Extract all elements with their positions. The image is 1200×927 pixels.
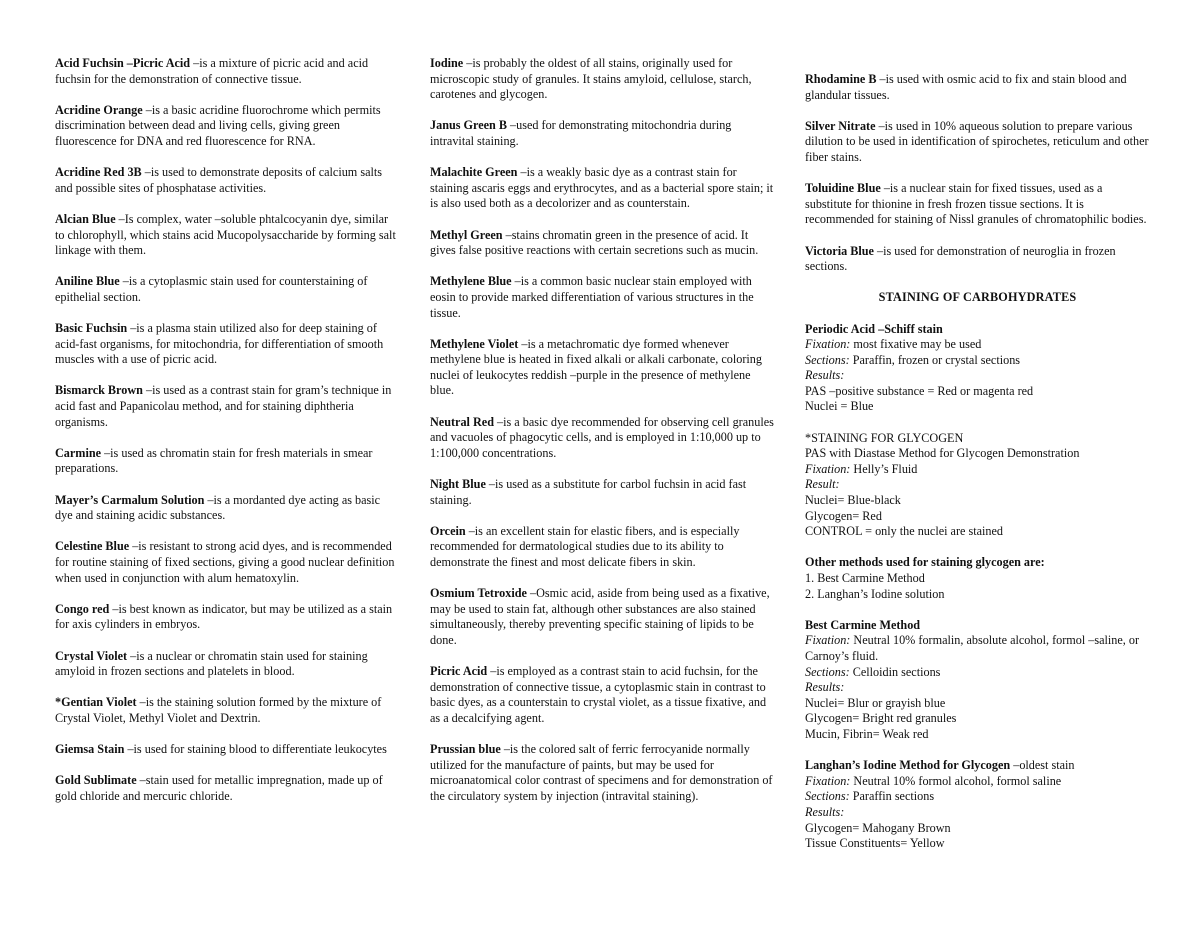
stain-entry (430, 274, 775, 321)
stain-description: –is used as a substitute for carbol fuchsin in acid fast staining. (430, 477, 747, 507)
stain-entry (55, 103, 397, 150)
stain-term: Bismarck Brown (55, 383, 143, 398)
fixation-value: Neutral 10% formol alcohol, formol saline (850, 773, 1062, 788)
column-left (55, 56, 397, 820)
fixation-line (805, 462, 1150, 478)
stain-term: Iodine (430, 56, 464, 70)
result-line: Glycogen= Mahogany Brown (805, 820, 951, 835)
pas-stain-block (805, 322, 1150, 416)
stain-entry (55, 165, 397, 196)
fixation-line (805, 633, 1150, 664)
results-label: Results: (805, 680, 845, 695)
stain-term: Gold Sublimate (55, 773, 137, 788)
stain-term: Silver Nitrate (805, 118, 876, 133)
stain-entry (55, 742, 397, 758)
method-title: Periodic Acid –Schiff stain (805, 321, 943, 336)
stain-entry (430, 742, 775, 804)
stain-entry (55, 321, 397, 368)
stain-description: –is used for demonstration of neuroglia in frozen sections. (805, 243, 1116, 274)
fixation-value: Helly’s Fluid (850, 461, 918, 476)
stain-entry (430, 415, 775, 462)
results-label: Results: (805, 368, 845, 383)
other-methods-block (805, 555, 1150, 602)
stain-description: –is a plasma stain utilized also for deep staining of acid-fast organisms, for mitochondria, for differentiation of smooth muscles with a use of picric acid. (55, 321, 384, 367)
fixation-line (805, 774, 1150, 790)
column-right (805, 72, 1150, 867)
stain-description: –is a metachromatic dye formed whenever methylene blue is heated in fixed alkali or alkali carbonate, coloring nuclei of leukocytes reddish –purple in the presence of methylene blue. (430, 336, 762, 398)
stain-entry (430, 586, 775, 648)
stain-term: Acridine Red 3B (55, 165, 142, 180)
stain-term: Acid Fuchsin –Picric Acid (55, 56, 191, 70)
stain-term: Acridine Orange (55, 102, 143, 117)
stain-term: Basic Fuchsin (55, 321, 128, 336)
stain-description: –is used for staining blood to differentiate leukocytes (124, 742, 387, 757)
stain-entry (805, 119, 1150, 166)
stain-term: Methylene Blue (430, 274, 512, 289)
sections-line (805, 665, 1150, 681)
stain-term: Aniline Blue (55, 274, 120, 289)
stain-term: Mayer’s Carmalum Solution (55, 492, 205, 507)
stain-term: Crystal Violet (55, 648, 128, 663)
stain-entry (55, 446, 397, 477)
stain-term: Methyl Green (430, 227, 503, 242)
sections-label: Sections: (805, 789, 850, 804)
stain-term: Night Blue (430, 477, 486, 492)
stain-description: –stain used for metallic impregnation, made up of gold chloride and mercuric chloride. (55, 773, 383, 803)
method-title: Langhan’s Iodine Method for Glycogen (805, 758, 1011, 773)
result-line: Nuclei= Blur or grayish blue (805, 695, 946, 710)
sections-value: Paraffin sections (849, 789, 935, 804)
stain-description: –is a nuclear or chromatin stain used for staining amyloid in frozen sections and platelets in blood. (55, 648, 368, 679)
stain-entry (55, 212, 397, 259)
stain-description: –is a common basic nuclear stain employed with eosin to provide marked differentiation of various structures in the tissue. (430, 274, 754, 320)
stain-term: Prussian blue (430, 742, 501, 757)
stain-term: Malachite Green (430, 165, 518, 180)
sections-line (805, 353, 1150, 369)
result-line: Tissue Constituents= Yellow (805, 836, 945, 851)
fixation-label: Fixation: (805, 461, 851, 476)
stain-entry (430, 477, 775, 508)
stain-description: –is resistant to strong acid dyes, and is recommended for routine staining of fixed sections, giving a good nuclear definition when used in conjunction with alum hematoxylin. (55, 539, 395, 585)
fixation-line (805, 337, 1150, 353)
stain-term: Victoria Blue (805, 243, 874, 258)
method-title: Best Carmine Method (805, 617, 921, 632)
stain-description: –is best known as indicator, but may be utilized as a stain for axis cylinders in embryos. (55, 601, 393, 632)
result-line: CONTROL = only the nuclei are stained (805, 524, 1003, 539)
stain-term: Methylene Violet (430, 336, 519, 351)
stain-term: Celestine Blue (55, 539, 130, 554)
stain-entry (55, 695, 397, 726)
stain-description: –is a cytoplasmic stain used for counterstaining of epithelial section. (55, 274, 368, 304)
glycogen-block (805, 431, 1150, 540)
stain-entry (430, 165, 775, 212)
stain-entry (805, 244, 1150, 275)
stain-term: Neutral Red (430, 414, 494, 429)
stain-entry (430, 118, 775, 149)
stain-description: –is a nuclear stain for fixed tissues, used as a substitute for thionine in fresh frozen tissue sections. It is recommended for staining of Nissl granules of chromatophilic bodies. (805, 181, 1147, 227)
result-line: Nuclei= Blue-black (805, 493, 901, 508)
stain-entry (55, 773, 397, 804)
stain-description: –Osmic acid, aside from being used as a fixative, may be used to stain fat, although other substances are also stained simultaneously, thereby preventing specific staining of lipids to be done. (430, 586, 770, 647)
stain-entry (805, 72, 1150, 103)
stain-entry (55, 649, 397, 680)
stain-entry (430, 228, 775, 259)
stain-description: –is used as a contrast stain for gram’s technique in acid fast and Papanicolau method, and for staining diphtheria organisms. (55, 383, 392, 429)
stain-term: Picric Acid (430, 664, 488, 679)
stain-description: –stains chromatin green in the presence of acid. It gives false positive reactions with certain secretions such as mucin. (430, 227, 759, 258)
stain-description: –is an excellent stain for elastic fibers, and is especially recommended for dermatological studies due to its ability to demonstrate the finest and most delicate fibers in skin. (430, 523, 740, 569)
result-line: Nuclei = Blue (805, 399, 874, 414)
stain-term: Orcein (430, 523, 466, 538)
fixation-value: most fixative may be used (850, 337, 982, 352)
stain-description: –is probably the oldest of all stains, originally used for microscopic study of granules. It stains amyloid, cellulose, starch, carotenes and glycogen. (430, 56, 752, 102)
stain-entry (55, 56, 397, 87)
stain-description: –is a mordanted dye acting as basic dye and staining acidic substances. (55, 492, 381, 523)
result-line: Glycogen= Red (805, 508, 882, 523)
stain-term: Congo red (55, 601, 110, 616)
stain-entry (430, 56, 775, 103)
stain-term: Osmium Tetroxide (430, 586, 527, 601)
stain-description: –is a weakly basic dye as a contrast stain for staining ascaris eggs and erythrocytes, and as a bacterial spore stain; it is also used both as a decolorizer and as counterstain. (430, 165, 774, 211)
stain-description: –is used in 10% aqueous solution to prepare various dilution to be used in identification of spirochetes, reticulum and other fiber stains. (805, 118, 1149, 164)
sections-label: Sections: (805, 352, 850, 367)
column-middle (430, 56, 775, 820)
method-title-tail: –oldest stain (1010, 758, 1075, 773)
sections-value: Celloidin sections (849, 664, 941, 679)
stain-description: –is employed as a contrast stain to acid fuchsin, for the demonstration of connective tissue, a cytoplasmic stain in contrast to basic dyes, as a counterstain to crystal violet, as a tissue fixative, and as a decalcifying agent. (430, 664, 767, 725)
sections-value: Paraffin, frozen or crystal sections (849, 352, 1021, 367)
fixation-label: Fixation: (805, 337, 851, 352)
stain-term: Alcian Blue (55, 211, 116, 226)
result-line: PAS –positive substance = Red or magenta red (805, 383, 1034, 398)
sections-label: Sections: (805, 664, 850, 679)
stain-entry (55, 539, 397, 586)
stain-term: Giemsa Stain (55, 742, 125, 757)
glycogen-heading: *STAINING FOR GLYCOGEN (805, 430, 964, 445)
stain-term: Toluidine Blue (805, 181, 881, 196)
stain-term: Janus Green B (430, 118, 507, 133)
best-carmine-block (805, 618, 1150, 743)
stain-term: Carmine (55, 445, 102, 460)
fixation-label: Fixation: (805, 773, 851, 788)
stain-entry (430, 337, 775, 399)
stain-term: Rhodamine B (805, 72, 877, 86)
result-line: Glycogen= Bright red granules (805, 711, 957, 726)
sections-line (805, 789, 1150, 805)
stain-description: –is a basic acridine fluorochrome which permits discrimination between dead and living cells, giving green fluorescence for DNA and red fluorescence for RNA. (55, 102, 381, 148)
stain-description: –is the colored salt of ferric ferrocyanide normally utilized for the manufacture of paints, but may be used for microanatomical color contrast of specimens and for demonstration of the circulatory system by injection (intravital staining). (430, 742, 773, 803)
stain-description: –is used as chromatin stain for fresh materials in smear preparations. (55, 445, 373, 476)
fixation-label: Fixation: (805, 633, 851, 648)
langhan-block (805, 758, 1150, 852)
stain-description: –Is complex, water –soluble phtalcocyanin dye, similar to chlorophyll, which stains acid Mucopolysaccharide by forming salt linkage with them. (55, 211, 396, 258)
stain-description: –used for demonstrating mitochondria during intravital staining. (430, 118, 732, 148)
method-item: 2. Langhan’s Iodine solution (805, 586, 945, 601)
results-label: Result: (805, 477, 840, 492)
section-heading: STAINING OF CARBOHYDRATES (878, 290, 1077, 305)
stain-entry (430, 664, 775, 726)
stain-entry (805, 181, 1150, 228)
stain-entry (430, 524, 775, 571)
results-label: Results: (805, 804, 845, 819)
stain-entry (55, 493, 397, 524)
stain-description: –is the staining solution formed by the mixture of Crystal Violet, Methyl Violet and Dextrin. (55, 695, 382, 725)
stain-description: –is a mixture of picric acid and acid fuchsin for the demonstration of connective tissue. (55, 56, 369, 86)
stain-description: –is used to demonstrate deposits of calcium salts and possible sites of phosphatase activities. (55, 165, 382, 195)
result-line: Mucin, Fibrin= Weak red (805, 726, 929, 741)
stain-entry (55, 383, 397, 430)
method-title: Other methods used for staining glycogen are: (805, 555, 1045, 570)
method-item: 1. Best Carmine Method (805, 571, 925, 585)
fixation-value: Neutral 10% formalin, absolute alcohol, formol –saline, or Carnoy’s fluid. (805, 633, 1140, 663)
stain-entry (55, 602, 397, 633)
stain-term: *Gentian Violet (55, 695, 137, 710)
stain-entry (55, 274, 397, 305)
stain-description: –is used with osmic acid to fix and stain blood and glandular tissues. (805, 72, 1127, 102)
stain-description: –is a basic dye recommended for observing cell granules and vacuoles of phagocytic cells, and is employed in 1:10,000 up to 1:100,000 concentrations. (430, 414, 774, 460)
method-title-line (805, 758, 1150, 774)
glycogen-method: PAS with Diastase Method for Glycogen Demonstration (805, 446, 1080, 461)
